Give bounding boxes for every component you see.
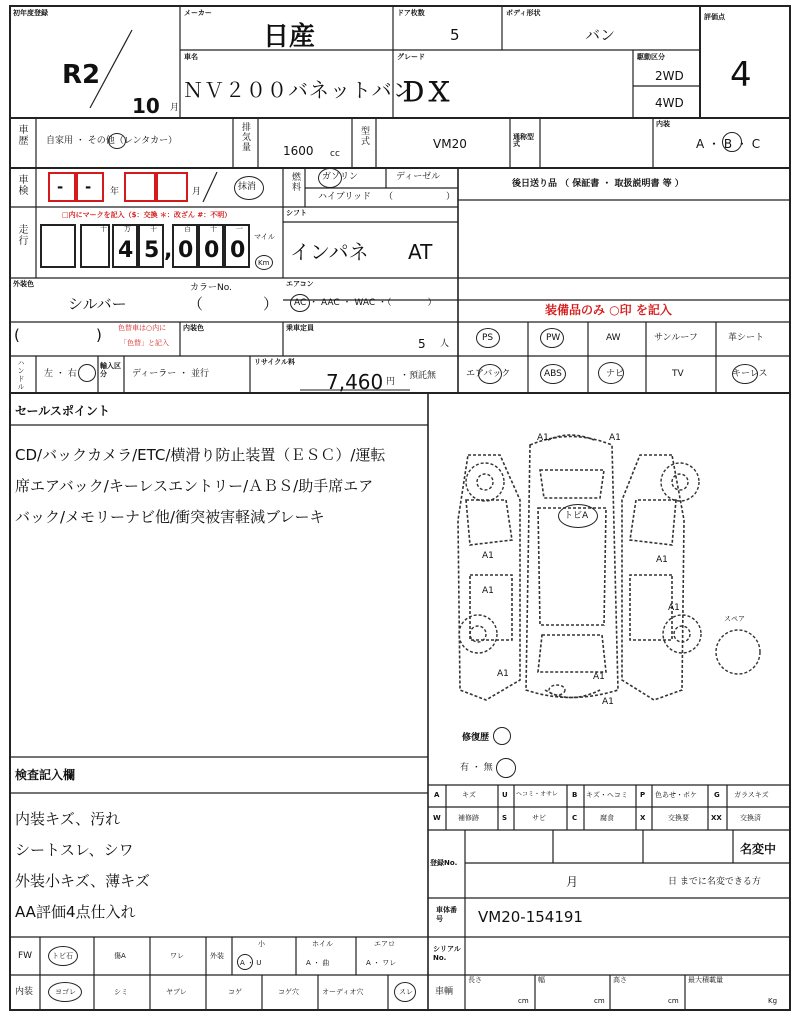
legend-w-code: W bbox=[433, 814, 441, 822]
fuel-hybrid: ハイブリッド bbox=[318, 192, 372, 202]
ext-label: 外装 bbox=[210, 952, 224, 960]
int-tear: ヤブレ bbox=[166, 988, 187, 996]
maker-label: メーカー bbox=[184, 9, 212, 17]
dims-height-label: 高さ bbox=[613, 976, 627, 984]
sales-line-2: 席エアバック/キーレスエントリー/ＡＢＳ/助手席エア bbox=[15, 477, 374, 495]
capacity-label: 乗車定員 bbox=[286, 324, 314, 332]
equip-ps-mark bbox=[476, 328, 500, 348]
mark-a1-9: A1 bbox=[602, 697, 614, 707]
recycle-unit: 円 bbox=[386, 377, 396, 387]
handle-right-mark bbox=[78, 364, 96, 382]
dims-load-unit: Kg bbox=[768, 997, 778, 1005]
equip-leather: 革シート bbox=[728, 333, 765, 343]
mark-a1-6: A1 bbox=[668, 603, 680, 613]
mileage-digit-5: 0 bbox=[230, 238, 248, 263]
inspector-line-3: 外装小キズ、薄キズ bbox=[15, 872, 150, 890]
registration-label: 登録No. bbox=[430, 859, 458, 867]
wheel-label: ホイル bbox=[312, 940, 333, 948]
aircon-ac-mark bbox=[290, 294, 310, 312]
fw-label: FW bbox=[18, 951, 33, 961]
aircon-options: AC ・ AAC ・ WAC ・（ ） bbox=[294, 298, 437, 308]
chassis-value: VM20-154191 bbox=[478, 908, 583, 926]
fw-tobi: トビ石 bbox=[52, 952, 73, 960]
equip-airbag: エアバック bbox=[466, 369, 511, 379]
legend-c-text: 腐食 bbox=[600, 814, 614, 822]
displacement-value: 1600 bbox=[283, 144, 314, 158]
dash-2: - bbox=[85, 178, 92, 196]
equipment-header: 装備品のみ ○印 を記入 bbox=[545, 303, 672, 317]
mark-a1-8: A1 bbox=[593, 672, 605, 682]
name-change: 名変中 bbox=[740, 842, 777, 856]
unit-man: 万 bbox=[124, 225, 131, 233]
color-change-note-2: 「色替」と記入 bbox=[120, 339, 169, 347]
int-dirt: ヨゴレ bbox=[55, 988, 76, 996]
unit-juu: 十 bbox=[210, 225, 217, 233]
dash-1: - bbox=[57, 178, 64, 196]
int-burn-hole: コゲ穴 bbox=[278, 988, 299, 996]
serial-label: シリアルNo. bbox=[433, 945, 461, 963]
inspector-line-1: 内装キズ、汚れ bbox=[15, 810, 121, 828]
unit-km: Km bbox=[258, 259, 270, 267]
model-value: VM20 bbox=[433, 137, 467, 151]
fuel-gasoline-mark bbox=[318, 168, 342, 188]
interior-color-label: 内装色 bbox=[183, 324, 204, 332]
ext-small-a-mark bbox=[237, 954, 253, 970]
repair-label: 修復歴 bbox=[462, 733, 490, 743]
equip-ps: PS bbox=[482, 333, 494, 343]
grade-label: グレード bbox=[397, 53, 425, 61]
color-change-note-1: 色替車は○内に bbox=[118, 324, 167, 332]
expired-mark bbox=[234, 176, 264, 200]
capacity-value: 5 bbox=[418, 337, 426, 351]
mark-a1-4: A1 bbox=[656, 555, 668, 565]
fw-tobi-mark bbox=[48, 946, 78, 966]
score-value: 4 bbox=[730, 55, 752, 95]
int-label: 内装 bbox=[15, 987, 34, 997]
fw-scratch: 傷A bbox=[114, 952, 126, 960]
fuel-paren-close: ） bbox=[446, 192, 456, 202]
fw-crack: ワレ bbox=[170, 952, 184, 960]
exterior-color-label: 外装色 bbox=[13, 280, 34, 288]
first-reg-month: 10 bbox=[132, 94, 160, 118]
int-audio-hole: オーディオ穴 bbox=[322, 988, 364, 996]
mileage-digit-1: 4 bbox=[118, 238, 136, 263]
body-value: バン bbox=[585, 26, 616, 44]
interior-grades: A ・ B ・ C bbox=[696, 137, 761, 151]
int-wear-mark bbox=[394, 982, 416, 1002]
unit-hyaku: 百 bbox=[184, 225, 191, 233]
paren-open: ( bbox=[14, 326, 20, 344]
chassis-label: 車体番号 bbox=[436, 906, 457, 924]
legend-s-text: サビ bbox=[532, 814, 546, 822]
slash-mark bbox=[200, 170, 220, 204]
drive-4wd: 4WD bbox=[655, 96, 684, 110]
equip-airbag-mark bbox=[478, 364, 502, 384]
inspector-line-4: AA評価4点仕入れ bbox=[15, 903, 136, 921]
wheel-vals: A ・ 曲 bbox=[306, 959, 330, 967]
history-label: 車歴 bbox=[16, 124, 27, 146]
sales-line-1: CD/バックカメラ/ETC/横滑り防止装置（ＥＳＣ）/運転 bbox=[15, 446, 386, 464]
legend-b-code: B bbox=[572, 791, 578, 799]
mileage-digit-3: 0 bbox=[178, 238, 196, 263]
dims-length-label: 長さ bbox=[468, 976, 482, 984]
color-no-label: カラーNo. bbox=[190, 283, 232, 293]
recycle-amount: 7,460 bbox=[326, 370, 384, 394]
body-label: ボディ形状 bbox=[506, 9, 541, 17]
legend-s-code: S bbox=[502, 814, 508, 822]
aircon-label: エアコン bbox=[286, 280, 314, 288]
capacity-unit: 人 bbox=[440, 339, 450, 349]
mileage-comma: , bbox=[164, 238, 175, 263]
maker-value: 日産 bbox=[263, 22, 316, 52]
legend-xx-code: XX bbox=[711, 814, 722, 822]
legend-u-text: ヘコミ・オサレ bbox=[516, 791, 558, 798]
unit-10man: 十 bbox=[100, 225, 107, 233]
inspector-label: 検査記入欄 bbox=[15, 768, 76, 782]
interior-label: 内装 bbox=[656, 120, 670, 128]
km-mark bbox=[255, 255, 273, 270]
aero-label: エアロ bbox=[374, 940, 395, 948]
mileage-mark-box[interactable] bbox=[40, 224, 76, 268]
mileage-digit-4: 0 bbox=[204, 238, 222, 263]
shift-label: シフト bbox=[286, 209, 307, 217]
ext-small-vals: A ・ U bbox=[240, 959, 262, 967]
spare-label: スペア bbox=[724, 615, 745, 623]
handle-label: ハンドル bbox=[17, 359, 25, 391]
displacement-unit: cc bbox=[330, 149, 340, 159]
dims-length-unit: cm bbox=[518, 997, 529, 1005]
equip-aw: AW bbox=[606, 333, 621, 343]
equip-navi-mark bbox=[598, 362, 624, 384]
color-no-paren: （ ） bbox=[188, 295, 279, 313]
history-value: 自家用 ・ その他（レンタカー） bbox=[46, 136, 178, 146]
month-unit: 月 bbox=[170, 103, 180, 113]
sales-points-label: セールスポイント bbox=[15, 404, 110, 418]
drive-label: 駆動区分 bbox=[637, 53, 665, 61]
equip-tv: TV bbox=[672, 369, 684, 379]
car-name-value: ＮＶ２００バネットバン bbox=[183, 78, 414, 102]
int-wear: スレ bbox=[399, 988, 413, 996]
repair-value: 有 ・ 無 bbox=[460, 763, 493, 773]
int-burn: コゲ bbox=[228, 988, 242, 996]
mark-tohi: トビA bbox=[564, 511, 589, 521]
int-stain: シミ bbox=[114, 988, 128, 996]
equip-keyless: キーレス bbox=[732, 369, 768, 379]
fuel-gasoline: ガソリン bbox=[322, 172, 359, 182]
later-docs: 後日送り品 （ 保証書 ・ 取扱説明書 等 ） bbox=[512, 179, 684, 189]
inspection-box-4[interactable] bbox=[156, 172, 188, 202]
equip-abs: ABS bbox=[544, 369, 562, 379]
legend-c-code: C bbox=[572, 814, 578, 822]
history-other-mark bbox=[108, 133, 126, 149]
recycle-label: リサイクル料 bbox=[254, 358, 296, 366]
mileage-digit-2: 5 bbox=[144, 238, 162, 263]
legend-u-code: U bbox=[502, 791, 508, 799]
mileage-label: 走行 bbox=[16, 224, 27, 246]
exterior-color-value: シルバー bbox=[68, 295, 127, 313]
model-label: 型式 bbox=[359, 126, 369, 146]
aero-vals: A ・ ワレ bbox=[366, 959, 397, 967]
equip-keyless-mark bbox=[732, 364, 758, 384]
mark-a1-7: A1 bbox=[497, 669, 509, 679]
drive-2wd: 2WD bbox=[655, 69, 684, 83]
equip-abs-mark bbox=[540, 364, 566, 384]
equip-navi: ナビ bbox=[606, 369, 625, 379]
int-dirt-mark bbox=[48, 982, 82, 1002]
doors-label: ドア枚数 bbox=[397, 9, 425, 17]
ext-small-label: 小 bbox=[258, 940, 265, 948]
legend-g-text: ガラスキズ bbox=[734, 791, 769, 799]
registration-month-unit: 月 bbox=[566, 875, 579, 889]
unit-ichi: 一 bbox=[236, 225, 243, 233]
shift-position: インパネ bbox=[290, 240, 369, 264]
paren-close: ) bbox=[96, 326, 102, 344]
month-unit-2: 月 bbox=[192, 187, 202, 197]
unit-mile: マイル bbox=[254, 233, 275, 241]
inspector-line-2: シートスレ、シワ bbox=[15, 841, 134, 859]
inspection-box-3[interactable] bbox=[124, 172, 156, 202]
legend-x-text: 交換要 bbox=[668, 814, 689, 822]
car-diagram bbox=[458, 435, 684, 700]
dims-width-unit: cm bbox=[594, 997, 605, 1005]
sales-line-3: バック/メモリーナビ他/衝突被害軽減ブレーキ bbox=[15, 508, 325, 526]
legend-x-code: X bbox=[640, 814, 646, 822]
tohi-mark bbox=[558, 504, 598, 528]
legend-p-text: 色あせ・ボケ bbox=[655, 791, 697, 799]
legend-a-code: A bbox=[434, 791, 440, 799]
first-reg-label: 初年度登録 bbox=[13, 9, 48, 17]
dims-width-label: 幅 bbox=[538, 976, 545, 984]
score-label: 評価点 bbox=[704, 13, 725, 21]
recycle-deposit: ・預託無 bbox=[400, 371, 437, 381]
grade-value: ＤＸ bbox=[400, 78, 453, 108]
mark-a1-1: A1 bbox=[537, 433, 549, 443]
displacement-label: 排気量 bbox=[240, 122, 250, 152]
dims-load-label: 最大積載量 bbox=[688, 976, 723, 984]
legend-w-text: 補修跡 bbox=[458, 814, 479, 822]
doors-value: 5 bbox=[450, 26, 460, 44]
shift-type: AT bbox=[408, 240, 433, 264]
unit-sen: 千 bbox=[150, 225, 157, 233]
mileage-note: □内にマークを記入（$：交換 ＊：改ざん #：不明） bbox=[62, 211, 232, 219]
import-label: 輸入区分 bbox=[100, 362, 121, 379]
legend-p-code: P bbox=[640, 791, 646, 799]
legend-a-text: キズ bbox=[462, 791, 476, 799]
interior-grade-b-mark bbox=[722, 132, 742, 152]
import-value: ディーラー ・ 並行 bbox=[132, 369, 210, 379]
fuel-label: 燃料 bbox=[290, 172, 300, 192]
dims-label: 車輌 bbox=[435, 987, 454, 997]
repair-label-mark bbox=[493, 727, 511, 745]
expired-label: 抹消 bbox=[238, 182, 257, 192]
equip-sunroof: サンルーフ bbox=[654, 333, 698, 343]
mark-a1-3: A1 bbox=[482, 551, 494, 561]
dims-height-unit: cm bbox=[668, 997, 679, 1005]
fuel-paren-open: （ bbox=[384, 192, 394, 202]
legend-xx-text: 交換済 bbox=[740, 814, 761, 822]
first-reg-era: R2 bbox=[62, 60, 101, 90]
equip-pw-mark bbox=[540, 328, 564, 348]
mark-a1-2: A1 bbox=[609, 433, 621, 443]
legend-g-code: G bbox=[714, 791, 720, 799]
wheels bbox=[459, 463, 760, 695]
inspection-label: 車検 bbox=[16, 174, 27, 196]
car-name-label: 車名 bbox=[184, 53, 198, 61]
legend-b-text: キズ・ヘコミ bbox=[586, 791, 628, 799]
equip-pw: PW bbox=[546, 333, 561, 343]
repair-none-mark bbox=[496, 758, 516, 778]
mark-a1-5: A1 bbox=[482, 586, 494, 596]
common-model-label: 通称型式 bbox=[513, 133, 534, 148]
registration-day-note: 日 までに名変できる方 bbox=[668, 877, 761, 887]
year-unit: 年 bbox=[110, 187, 120, 197]
handle-value: 左 ・ 右 bbox=[44, 369, 77, 379]
fuel-diesel: ディーゼル bbox=[396, 172, 441, 182]
